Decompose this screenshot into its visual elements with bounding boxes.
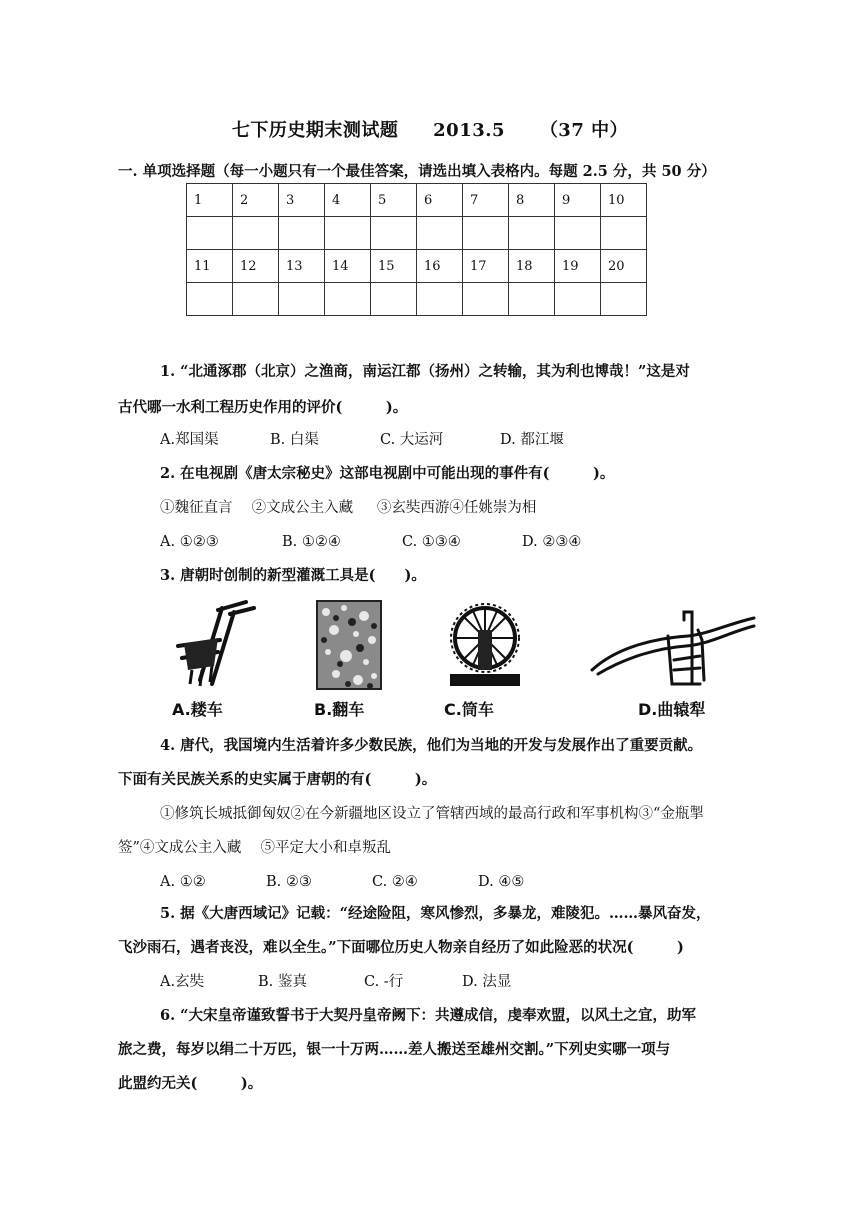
answer-number-cell: 2 bbox=[233, 184, 279, 217]
title-school: （37 中） bbox=[539, 120, 629, 141]
answer-blank-cell[interactable] bbox=[325, 283, 371, 316]
q5-option-b[interactable]: B. 鉴真 bbox=[258, 974, 307, 990]
q5-stem-line2: 飞沙雨石，遇者丧没，难以全生。”下面哪位历史人物亲自经历了如此险恶的状况( ) bbox=[118, 939, 684, 956]
answer-number-cell: 4 bbox=[325, 184, 371, 217]
q5-stem-line1: 5. 据《大唐西域记》记载：“经途险阻，寒风惨烈，多暴龙，难陵犯。……暴风奋发， bbox=[160, 905, 711, 922]
section-heading: 一. 单项选择题（每一小题只有一个最佳答案，请选出填入表格内。每题 2.5 分，共 50 分） bbox=[118, 163, 716, 180]
q1-stem-line2: 古代哪一水利工程历史作用的评价( )。 bbox=[118, 399, 408, 416]
answer-number-cell: 9 bbox=[555, 184, 601, 217]
q4-stem-line1: 4. 唐代，我国境内生活着许多少数民族，他们为当地的开发与发展作出了重要贡献。 bbox=[160, 737, 703, 754]
answer-blank-cell[interactable] bbox=[279, 283, 325, 316]
answer-number-cell: 6 bbox=[417, 184, 463, 217]
q1-option-d[interactable]: D. 都江堰 bbox=[500, 432, 564, 448]
figure-a-caption: A.耧车 bbox=[172, 700, 223, 719]
q5-options bbox=[160, 972, 511, 992]
answer-blank-cell[interactable] bbox=[417, 217, 463, 250]
q4-option-b[interactable]: B. ②③ bbox=[266, 874, 312, 890]
answer-blank-cell[interactable] bbox=[371, 283, 417, 316]
answer-number-cell: 1 bbox=[187, 184, 233, 217]
answer-blank-cell[interactable] bbox=[233, 217, 279, 250]
q1-option-c[interactable]: C. 大运河 bbox=[380, 432, 444, 448]
answer-blank-cell[interactable] bbox=[187, 217, 233, 250]
page-title bbox=[0, 116, 860, 142]
q2-option-b[interactable]: B. ①②④ bbox=[282, 534, 341, 550]
q1-options bbox=[160, 430, 564, 450]
q6-stem-line1: 6. “大宋皇帝谨致誓书于大契丹皇帝阙下：共遵成信，虔奉欢盟，以风土之宜，助军 bbox=[160, 1007, 697, 1024]
answer-number-cell: 12 bbox=[233, 250, 279, 283]
q4-stem-line2: 下面有关民族关系的史实属于唐朝的有( )。 bbox=[118, 771, 437, 788]
answer-number-cell: 8 bbox=[509, 184, 555, 217]
q4-options bbox=[160, 872, 524, 892]
title-text: 七下历史期末测试题 bbox=[231, 120, 399, 141]
answer-number-row-1 bbox=[187, 184, 647, 217]
q1-option-a[interactable]: A.郑国渠 bbox=[160, 432, 219, 448]
answer-blank-cell[interactable] bbox=[509, 283, 555, 316]
answer-blank-row-1 bbox=[187, 217, 647, 250]
q2-option-c[interactable]: C. ①③④ bbox=[402, 534, 461, 550]
q3-figures bbox=[170, 600, 770, 720]
answer-number-cell: 13 bbox=[279, 250, 325, 283]
answer-number-cell: 16 bbox=[417, 250, 463, 283]
figure-b[interactable] bbox=[314, 600, 382, 719]
answer-number-cell: 14 bbox=[325, 250, 371, 283]
q4-items-line1: ①修筑长城抵御匈奴②在今新疆地区设立了管辖西域的最高行政和军事机构③“金瓶掣 bbox=[160, 806, 704, 822]
answer-blank-cell[interactable] bbox=[463, 283, 509, 316]
answer-blank-cell[interactable] bbox=[555, 217, 601, 250]
figure-b-caption: B.翻车 bbox=[314, 700, 365, 719]
curved-plough-icon bbox=[588, 600, 758, 692]
q6-stem-line3: 此盟约无关( )。 bbox=[118, 1075, 263, 1092]
q5-option-a[interactable]: A.玄奘 bbox=[160, 974, 205, 990]
answer-number-cell: 11 bbox=[187, 250, 233, 283]
figure-c-caption: C.筒车 bbox=[444, 700, 494, 719]
figure-c[interactable] bbox=[444, 600, 522, 719]
figure-d-caption: D.曲辕犁 bbox=[638, 700, 706, 719]
answer-blank-cell[interactable] bbox=[601, 283, 647, 316]
q2-options bbox=[160, 532, 581, 552]
q5-option-c[interactable]: C. -行 bbox=[364, 974, 404, 990]
q4-option-c[interactable]: C. ②④ bbox=[372, 874, 418, 890]
answer-blank-cell[interactable] bbox=[555, 283, 601, 316]
q4-option-d[interactable]: D. ④⑤ bbox=[478, 874, 525, 890]
q3-stem: 3. 唐朝时创制的新型灌溉工具是( )。 bbox=[160, 567, 426, 584]
figure-a[interactable] bbox=[170, 600, 260, 719]
answer-blank-cell[interactable] bbox=[187, 283, 233, 316]
answer-blank-cell[interactable] bbox=[233, 283, 279, 316]
q1-option-b[interactable]: B. 白渠 bbox=[270, 432, 319, 448]
answer-blank-cell[interactable] bbox=[417, 283, 463, 316]
q2-option-d[interactable]: D. ②③④ bbox=[522, 534, 582, 550]
answer-number-row-2 bbox=[187, 250, 647, 283]
seed-drill-icon bbox=[170, 600, 260, 692]
answer-number-cell: 17 bbox=[463, 250, 509, 283]
answer-blank-cell[interactable] bbox=[371, 217, 417, 250]
chain-pump-icon bbox=[316, 600, 382, 692]
q2-option-a[interactable]: A. ①②③ bbox=[160, 534, 219, 550]
answer-number-cell: 18 bbox=[509, 250, 555, 283]
answer-number-cell: 20 bbox=[601, 250, 647, 283]
answer-table bbox=[186, 183, 647, 316]
answer-number-cell: 19 bbox=[555, 250, 601, 283]
title-date: 2013.5 bbox=[433, 120, 506, 141]
answer-number-cell: 3 bbox=[279, 184, 325, 217]
answer-blank-cell[interactable] bbox=[463, 217, 509, 250]
answer-blank-cell[interactable] bbox=[325, 217, 371, 250]
answer-blank-cell[interactable] bbox=[509, 217, 555, 250]
q1-stem-line1: 1. “北通涿郡（北京）之渔商，南运江都（扬州）之转输，其为利也博哉！”这是对 bbox=[160, 363, 690, 380]
q5-option-d[interactable]: D. 法显 bbox=[462, 974, 512, 990]
figure-d[interactable] bbox=[588, 600, 758, 719]
answer-number-cell: 10 bbox=[601, 184, 647, 217]
answer-number-cell: 15 bbox=[371, 250, 417, 283]
answer-blank-row-2 bbox=[187, 283, 647, 316]
water-wheel-icon bbox=[448, 600, 522, 692]
q4-items-line2: 签”④文成公主入藏 ⑤平定大小和卓叛乱 bbox=[118, 840, 392, 856]
q2-stem: 2. 在电视剧《唐太宗秘史》这部电视剧中可能出现的事件有( )。 bbox=[160, 465, 615, 482]
answer-number-cell: 5 bbox=[371, 184, 417, 217]
answer-number-cell: 7 bbox=[463, 184, 509, 217]
answer-blank-cell[interactable] bbox=[601, 217, 647, 250]
q2-items: ①魏征直言 ②文成公主入藏 ③玄奘西游④任姚崇为相 bbox=[160, 500, 537, 516]
q6-stem-line2: 旅之费，每岁以绢二十万匹，银一十万两……差人搬送至雄州交割。”下列史实哪一项与 bbox=[118, 1041, 671, 1058]
q4-option-a[interactable]: A. ①② bbox=[160, 874, 206, 890]
answer-blank-cell[interactable] bbox=[279, 217, 325, 250]
